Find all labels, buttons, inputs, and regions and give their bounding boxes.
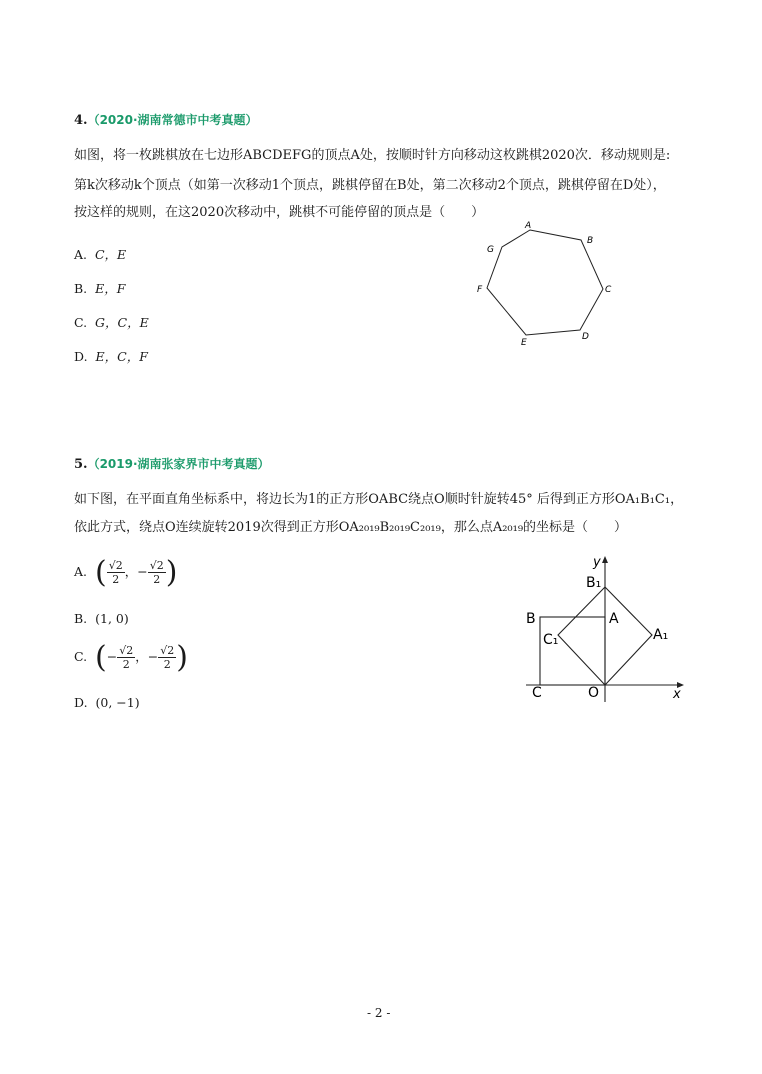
vertex-label-f: F (477, 285, 483, 295)
question-4-line-2: 第k次移动k个顶点（如第一次移动1个顶点，跳棋停留在B处，第二次移动2个顶点，跳棋停留在D处）， (74, 178, 666, 193)
question-source: （2019·湖南张家界市中考真题） (87, 457, 270, 471)
vertex-label-g: G (487, 245, 494, 255)
option-label: B. (74, 611, 88, 626)
numerator: √2 (108, 559, 123, 572)
option-label: D. (74, 349, 88, 364)
vertex-label-b: B (587, 236, 594, 246)
option-b[interactable] (74, 279, 125, 297)
y-axis-arrow (602, 556, 608, 563)
vertex-label-e: E (521, 338, 527, 348)
denominator: 2 (163, 658, 171, 671)
x-axis-label: x (673, 687, 681, 702)
fraction (107, 559, 125, 586)
vertex-label-a: A (525, 221, 532, 231)
label-o: O (588, 685, 600, 701)
numerator: √2 (149, 559, 164, 572)
right-paren: ) (165, 555, 178, 590)
option-c[interactable] (74, 640, 188, 675)
option-a[interactable] (74, 555, 177, 590)
option-text: (1, 0) (95, 611, 129, 626)
question-number: 4. (74, 113, 88, 128)
question-4-line-1: 如图，将一枚跳棋放在七边形ABCDEFG的顶点A处，按顺时针方向移动这枚跳棋2020次．移动规则是: (74, 148, 671, 163)
label-c1: C₁ (543, 632, 559, 648)
question-5-line-1: 如下图，在平面直角坐标系中，将边长为1的正方形OABC绕点O顺时针旋转45° 后得到正方形OA₁B₁C₁， (74, 492, 684, 507)
question-4-line-3: 按这样的规则，在这2020次移动中，跳棋不可能停留的顶点是（ ） (74, 205, 485, 220)
option-text: (0, −1) (95, 695, 140, 710)
option-label: C. (74, 649, 88, 664)
option-label: B. (74, 281, 88, 296)
question-5-header (74, 453, 270, 472)
vertex-label-d: D (582, 332, 589, 342)
denominator: 2 (153, 573, 161, 586)
label-a: A (609, 611, 619, 627)
option-text: E，F (95, 281, 126, 296)
label-a1: A₁ (653, 627, 669, 643)
label-b1: B₁ (586, 575, 602, 591)
fraction (148, 559, 166, 586)
option-a[interactable] (74, 245, 126, 263)
question-5-line-2: 依此方式，绕点O连续旋转2019次得到正方形OA₂₀₁₉B₂₀₁₉C₂₀₁₉，那么点A₂₀₁₉的坐标是（ ） (74, 520, 628, 535)
option-d[interactable] (74, 347, 148, 365)
right-paren: ) (176, 640, 188, 675)
question-source: （2020·湖南常德市中考真题） (87, 113, 258, 127)
fraction (117, 644, 135, 671)
option-text: G，C，E (95, 315, 149, 330)
question-4-header (74, 109, 258, 128)
denominator: 2 (112, 573, 120, 586)
denominator: 2 (122, 658, 130, 671)
separator: ，− (135, 649, 159, 664)
fraction (158, 644, 176, 671)
option-c[interactable] (74, 313, 149, 331)
question-number: 5. (74, 457, 88, 472)
option-text: E，C，F (95, 349, 148, 364)
sign: − (106, 649, 118, 664)
y-axis-label: y (593, 555, 601, 570)
heptagon-shape (487, 230, 603, 335)
option-label: C. (74, 315, 88, 330)
left-paren: ( (94, 555, 107, 590)
heptagon-figure (470, 215, 630, 350)
option-text: C，E (94, 247, 127, 262)
vertex-label-c: C (605, 285, 612, 295)
numerator: √2 (160, 644, 175, 657)
left-paren: ( (95, 640, 107, 675)
numerator: √2 (119, 644, 134, 657)
page-number: - 2 - (367, 1006, 391, 1020)
separator: ，− (124, 564, 148, 579)
option-b[interactable] (74, 611, 129, 626)
option-label: A. (74, 247, 88, 262)
option-label: A. (74, 564, 88, 579)
label-c: C (532, 685, 542, 701)
label-b: B (526, 611, 536, 627)
option-label: D. (74, 695, 88, 710)
coordinate-figure (520, 550, 690, 705)
option-d[interactable] (74, 695, 140, 710)
